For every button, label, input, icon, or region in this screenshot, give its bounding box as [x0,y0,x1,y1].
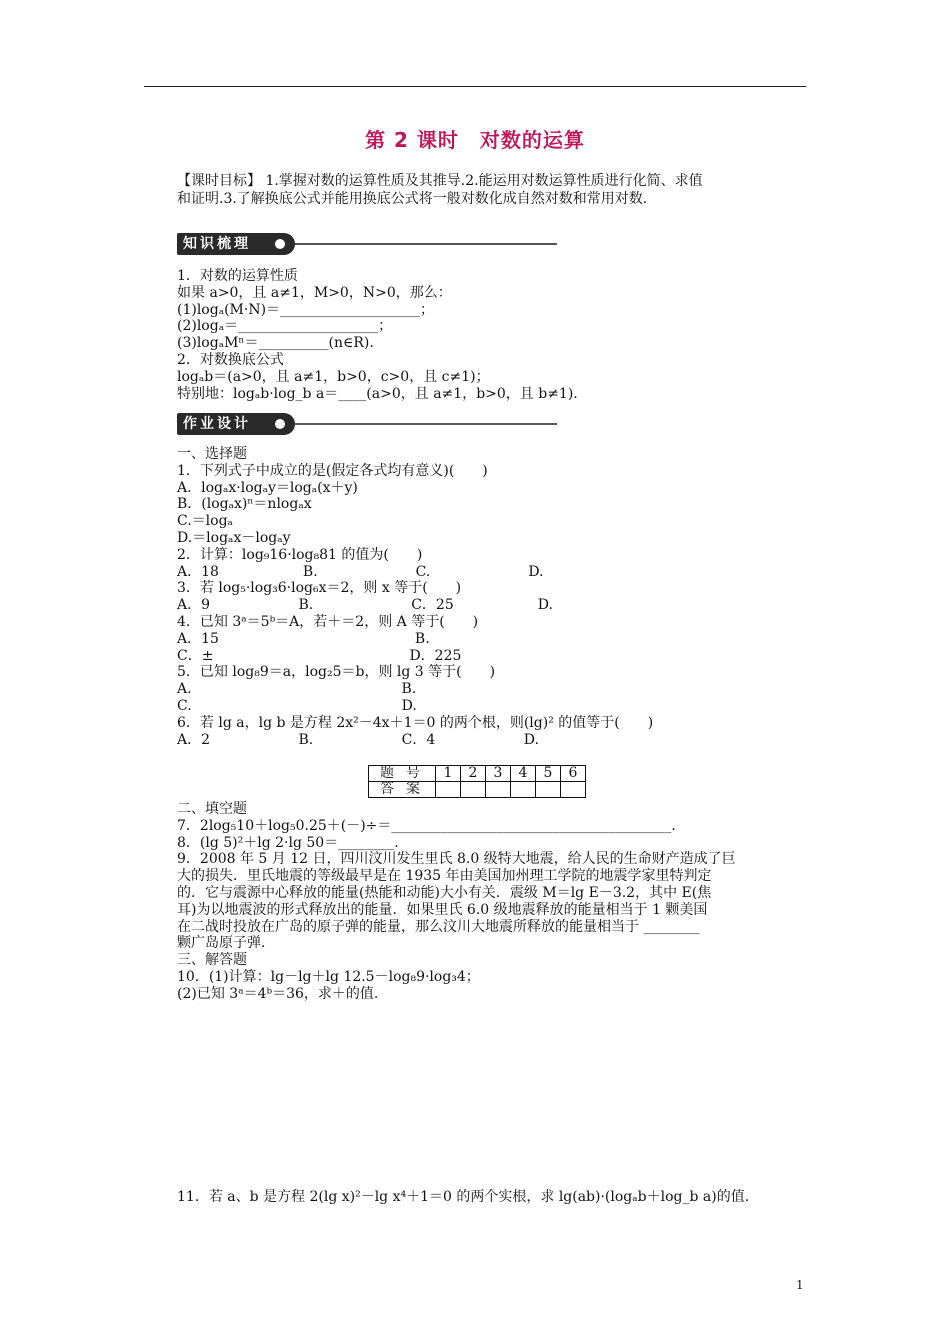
question-line: A．18 B. C. D. [177,563,544,580]
answer-cell[interactable] [536,782,561,798]
question-line: 二、填空题 [177,801,247,817]
question-line: 6．若 lg a，lg b 是方程 2x²－4x＋1＝0 的两个根，则(lg)² 的值等于( ) [177,714,654,731]
question-line: 2．计算：log₉16·log₈81 的值为( ) [177,546,423,563]
lesson-goals [177,172,817,208]
section-label-knowledge: 知识梳理 [177,233,295,255]
section-label-homework: 作业设计 [177,413,295,435]
goal-line-1: 1.掌握对数的运算性质及其推导.2.能运用对数运算性质进行化简、求值 [261,173,703,189]
knowledge-line: 如果 a>0，且 a≠1，M>0，N>0，那么： [177,284,452,301]
question-line: 的．它与震源中心释放的能量(热能和动能)大小有关．震级 M＝lg E－3.2，其中 E(焦 [177,884,712,901]
question-line: C.＝logₐ [177,513,233,530]
question-line: 一、选择题 [177,446,247,462]
table-cell: 5 [536,766,561,782]
question-line: 5．已知 log₈9＝a，log₂5＝b，则 lg 3 等于( ) [177,664,496,681]
section-header-homework [177,413,557,437]
question-line: 8．(lg 5)²＋lg 2·lg 50＝________. [177,834,399,851]
question-line: 10．(1)计算：lg－lg＋lg 12.5－log₈9·log₃4； [177,968,480,985]
question-line: A．logₐx·logₐy＝logₐ(x＋y) [177,479,358,496]
choice-questions [177,446,653,748]
knowledge-line: 特别地：logₐb·log_b a＝____(a>0，且 a≠1，b>0，且 b≠1). [177,385,578,402]
question-line: 1．下列式子中成立的是(假定各式均有意义)( ) [177,462,488,479]
answer-cell[interactable] [561,782,586,798]
knowledge-line: (1)logₐ(M·N)＝____________________； [177,301,435,318]
question-line: 4．已知 3ᵃ＝5ᵇ＝A，若＋＝2，则 A 等于( ) [177,613,479,630]
knowledge-block [177,268,578,402]
question-line: 9．2008 年 5 月 12 日，四川汶川发生里氏 8.0 级特大地震，给人民的生命财产造成了巨 [177,851,736,868]
page-number: 1 [796,1278,804,1292]
answer-cell[interactable] [461,782,486,798]
section-rule [295,243,557,245]
question-line: C．± D．225 [177,647,462,664]
answer-cell[interactable] [436,782,461,798]
table-cell: 1 [436,766,461,782]
question-line: D.＝logₐx－logₐy [177,529,291,546]
question-line: 大的损失．里氏地震的等级最早是在 1935 年由美国加州理工学院的地震学家里特判定 [177,868,712,885]
question-line: A. B. [177,681,417,698]
knowledge-line: 1．对数的运算性质 [177,268,298,284]
goal-tag: 【课时目标】 [177,173,261,189]
table-cell: 2 [461,766,486,782]
question-line: 颗广岛原子弹. [177,935,266,952]
answer-cell[interactable] [486,782,511,798]
question-line: 三、解答题 [177,952,247,969]
table-cell: 3 [486,766,511,782]
question-line: A．9 B. C．25 D. [177,597,553,614]
knowledge-line: logₐb＝(a>0，且 a≠1，b>0，c>0，且 c≠1)； [177,368,490,385]
question-line: (2)已知 3ᵃ＝4ᵇ＝36，求＋的值. [177,985,379,1002]
knowledge-line: (3)logₐMⁿ＝__________(n∈R). [177,335,374,352]
section-rule [295,423,557,425]
bullet-dot-icon [275,419,285,429]
answer-cell[interactable] [511,782,536,798]
knowledge-line: 2．对数换底公式 [177,351,284,368]
table-header: 答案 [369,782,436,798]
answer-table [368,765,586,798]
bullet-dot-icon [275,239,285,249]
fill-and-solve-questions [177,801,813,1003]
question-11: 11．若 a、b 是方程 2(lg x)²－lg x⁴＋1＝0 的两个实根，求 lg(ab)·(logₐb＋log_b a)的值. [177,1189,750,1205]
question-line: 耳)为以地震波的形式释放出的能量．如果里氏 6.0 级地震释放的能量相当于 1 颗美国 [177,901,708,918]
goal-line-2: 和证明.3.了解换底公式并能用换底公式将一般对数化成自然对数和常用对数. [177,191,648,207]
table-cell: 4 [511,766,536,782]
question-line: A．15 B. [177,630,430,647]
question-line: A．2 B. C．4 D. [177,731,539,748]
header-rule [144,86,806,87]
knowledge-line: (2)logₐ＝____________________； [177,318,393,335]
table-row [369,766,586,782]
table-cell: 6 [561,766,586,782]
question-line: 7．2log₅10＋log₅0.25＋(－)÷＝________________________________________. [177,817,676,834]
page-title: 第 2 课时 对数的运算 [365,128,585,152]
table-row [369,782,586,798]
question-line: 3．若 log₅·log₃6·log₆x＝2，则 x 等于( ) [177,580,462,597]
section-header-knowledge [177,233,557,257]
question-line: C. D. [177,697,417,714]
question-line: 在二战时投放在广岛的原子弹的能量，那么汶川大地震所释放的能量相当于 ________ [177,918,700,935]
question-line: B．(logₐx)ⁿ＝nlogₐx [177,496,312,513]
table-header: 题号 [369,766,436,782]
